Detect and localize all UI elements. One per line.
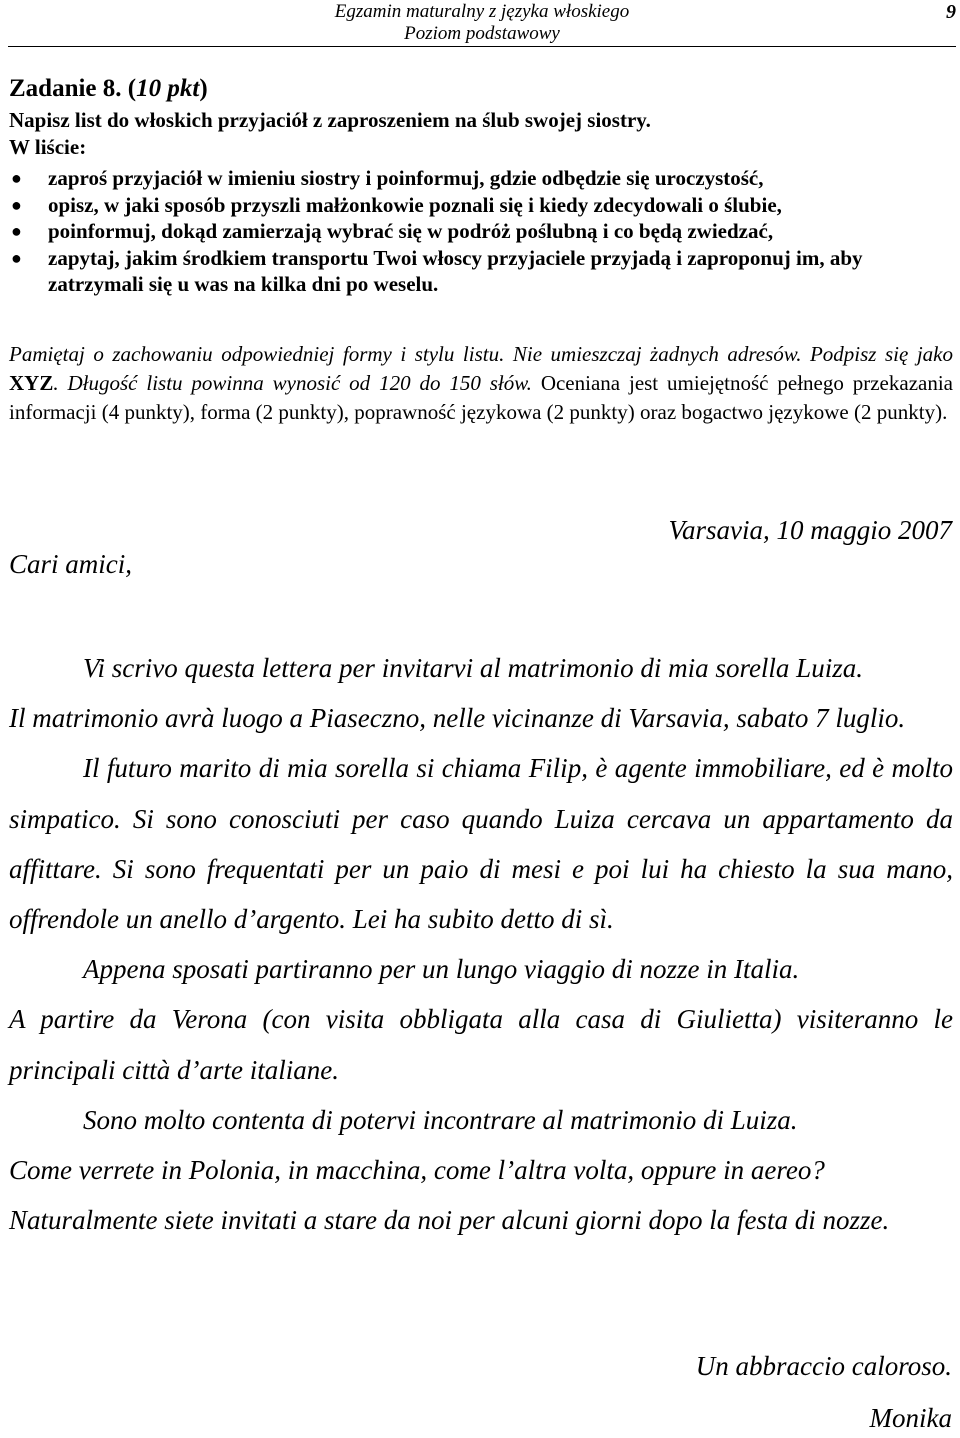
bullet-icon: ●	[11, 247, 22, 268]
letter-paragraph: Come verrete in Polonia, in macchina, come l’altra volta, oppure in aereo?	[9, 1155, 825, 1186]
task-instruction: Napisz list do włoskich przyjaciół z zaproszeniem na ślub swojej siostry.	[9, 108, 651, 132]
exam-title: Egzamin maturalny z języka włoskiego	[334, 1, 630, 22]
page-number: 9	[946, 1, 956, 23]
letter-signature: Monika	[869, 1403, 952, 1433]
task-heading	[9, 74, 953, 104]
requirement-text: zapytaj, jakim środkiem transportu Twoi włoscy przyjaciele przyjadą i zaproponuj im, aby zatrzymali się u was na kilka dni po weselu.	[48, 245, 863, 296]
task-heading-prefix: Zadanie 8. (	[9, 75, 137, 102]
letter-date: Varsavia, 10 maggio 2007	[668, 515, 952, 545]
page-header	[8, 0, 956, 47]
letter-paragraph: Naturalmente siete invitati a stare da noi per alcuni giorni dopo la festa di nozze.	[9, 1205, 890, 1236]
requirement-item	[9, 218, 953, 245]
bullet-icon: ●	[11, 221, 22, 241]
letter-paragraph: Vi scrivo questa lettera per invitarvi al matrimonio di mia sorella Luiza.	[83, 653, 863, 683]
letter-body	[9, 643, 953, 1245]
letter-paragraph: Il matrimonio avrà luogo a Piaseczno, nelle vicinanze di Varsavia, sabato 7 luglio.	[9, 703, 906, 734]
notes-signature: XYZ	[9, 371, 54, 395]
notes-part3: Oceniana jest umiejętność pełnego przekazania informacji (4 punkty), forma (2 punkty), poprawność językowa (2 punkty) oraz bogactwo językowe (2 punkty).	[9, 371, 953, 424]
task-intro: W liście:	[9, 135, 87, 159]
task-notes	[9, 340, 953, 427]
letter-paragraph: Il futuro marito di mia sorella si chiama Filip, è agente immobiliare, ed è molto simpatico. Si sono conosciuti per caso quando Luiza cercava un appartamento da affittare. Si sono frequentati per un paio di mesi e poi lui ha chiesto la sua mano, offrendole un anello d’argento. Lei ha subito detto di sì.	[9, 753, 953, 935]
exam-level: Poziom podstawowy	[404, 23, 560, 44]
task-heading-suffix: )	[199, 75, 208, 102]
requirement-text: opisz, w jaki sposób przyszli małżonkowie poznali się i kiedy zdecydowali o ślubie,	[48, 192, 782, 217]
requirement-item	[9, 165, 953, 192]
notes-part1: Pamiętaj o zachowaniu odpowiedniej formy i stylu listu. Nie umieszczaj żadnych adresów. Podpisz się jako	[9, 342, 953, 366]
requirement-item	[9, 245, 953, 298]
bullet-icon: ●	[11, 168, 22, 188]
letter-paragraph: A partire da Verona (con visita obbligata alla casa di Giulietta) visiteranno le principali città d’arte italiane.	[9, 1004, 953, 1085]
task-points: 10 pkt	[136, 75, 200, 102]
letter-closing: Un abbraccio caloroso.	[695, 1351, 952, 1381]
notes-part2: . Długość listu powinna wynosić od 120 do 150 słów.	[53, 371, 541, 395]
bullet-icon: ●	[11, 194, 22, 215]
requirement-text: zaproś przyjaciół w imieniu siostry i poinformuj, gdzie odbędzie się uroczystość,	[48, 166, 764, 190]
requirements-list	[9, 165, 953, 298]
letter-paragraph: Appena sposati partiranno per un lungo viaggio di nozze in Italia.	[83, 954, 800, 985]
letter-paragraph: Sono molto contenta di potervi incontrare al matrimonio di Luiza.	[83, 1104, 798, 1135]
requirement-text: poinformuj, dokąd zamierzają wybrać się w podróż poślubną i co będą zwiedzać,	[48, 219, 774, 243]
letter-greeting: Cari amici,	[9, 549, 133, 579]
requirement-item	[9, 192, 953, 219]
